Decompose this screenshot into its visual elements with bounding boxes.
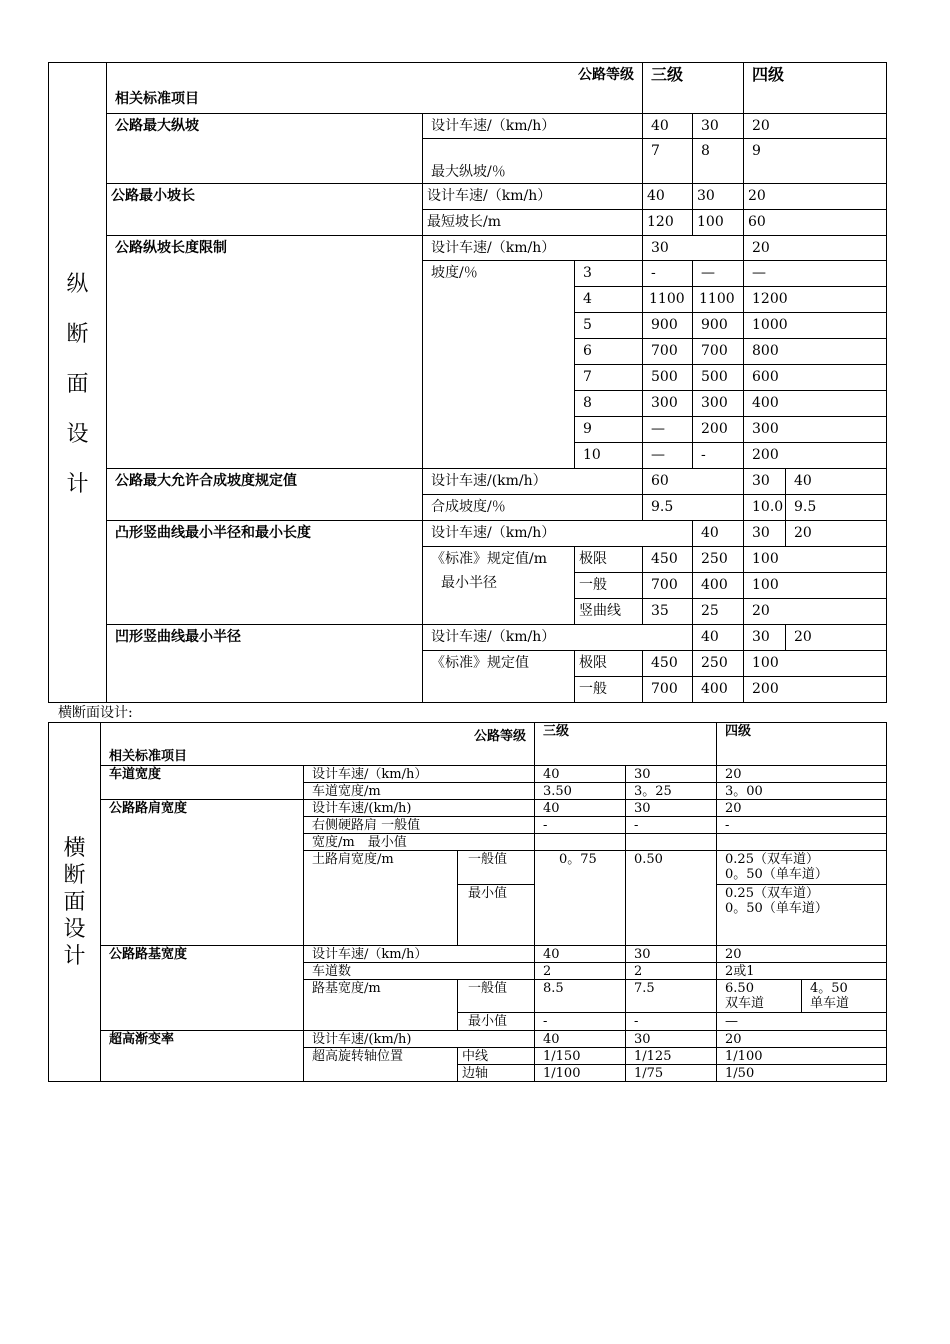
cell: 一般: [575, 573, 643, 599]
cell: 10: [575, 443, 643, 469]
cell: [717, 834, 887, 851]
cell-line: 4。50: [810, 981, 848, 996]
width-label: 车道宽度/m: [304, 783, 535, 800]
cell: 30: [626, 946, 717, 963]
speed-label: 设计车速/(km/h）: [423, 469, 643, 495]
cell: 40: [786, 469, 887, 495]
cell: 60: [643, 469, 744, 495]
grade-label: 公路等级: [578, 67, 634, 83]
cell: 200: [744, 443, 887, 469]
cell: 9.5: [643, 495, 744, 521]
cell: 900: [693, 313, 744, 339]
general-label: 一般值: [458, 851, 535, 885]
cell: 4: [575, 287, 643, 313]
cell-line: 0。50（单车道）: [725, 901, 828, 916]
cell-line: 0。50（单车道）: [725, 867, 828, 882]
row-item: 公路最大纵坡: [107, 114, 423, 184]
cell: —: [693, 261, 744, 287]
cell: 250: [693, 547, 744, 573]
cell: -: [693, 443, 744, 469]
cell: 30: [744, 521, 786, 547]
cell: 20: [786, 625, 887, 651]
speed-label: 设计车速/（km/h）: [304, 946, 535, 963]
cell: 10.0: [744, 495, 786, 521]
cell: 200: [744, 677, 887, 703]
cell: 30: [643, 236, 744, 261]
cell: 35: [643, 599, 693, 625]
minimum-label: 最小值: [458, 1013, 535, 1031]
cell: 3.50: [535, 783, 626, 800]
cell: —: [744, 261, 887, 287]
cell: -: [535, 817, 626, 834]
cell: 极限: [575, 651, 643, 677]
cell: 450: [643, 651, 693, 677]
cell: 竖曲线: [575, 599, 643, 625]
grade-label: 公路等级: [473, 729, 526, 744]
cell: 30: [626, 1031, 717, 1048]
min-label: 宽度/m 最小值: [304, 834, 535, 851]
cell: 1/125: [626, 1048, 717, 1065]
cell: 100: [693, 210, 744, 236]
longitudinal-design-table: [48, 62, 887, 703]
cell: 30: [626, 800, 717, 817]
cell: -: [643, 261, 693, 287]
row-item: 超高渐变率: [101, 1031, 304, 1082]
cell: 120: [643, 210, 693, 236]
std-label: [423, 547, 575, 625]
cell: 300: [744, 417, 887, 443]
slope-label: 最大纵坡/％: [423, 139, 643, 184]
cell: 40: [535, 1031, 626, 1048]
cell: 20: [717, 766, 887, 783]
speed-label: 设计车速/（km/h）: [423, 236, 643, 261]
cell: 1200: [744, 287, 887, 313]
cell: 700: [643, 573, 693, 599]
cell: -: [717, 817, 887, 834]
axis-label: 超高旋转轴位置: [304, 1048, 458, 1082]
cell: [626, 834, 717, 851]
cell: 400: [693, 573, 744, 599]
speed-label: 设计车速/(km/h): [304, 1031, 535, 1048]
cell: 极限: [575, 547, 643, 573]
cell: —: [643, 443, 693, 469]
cell: 600: [744, 365, 887, 391]
cell: 700: [643, 339, 693, 365]
row-item: 凹形竖曲线最小半径: [107, 625, 423, 703]
cell: 6: [575, 339, 643, 365]
speed-label: 设计车速/(km/h): [304, 800, 535, 817]
cell-line: 0.25（双车道）: [725, 886, 819, 901]
cell: 40: [643, 114, 693, 139]
cell: 20: [744, 599, 887, 625]
speed-label: 设计车速/（km/h）: [304, 766, 535, 783]
cell: 20: [744, 236, 887, 261]
row-item: 公路纵坡长度限制: [107, 236, 423, 469]
cell: 450: [643, 547, 693, 573]
cell: 30: [744, 469, 786, 495]
cell: 7: [643, 139, 693, 184]
cell: 3。00: [717, 783, 887, 800]
cell: 40: [535, 946, 626, 963]
cell: 300: [693, 391, 744, 417]
cell-line: 双车道: [725, 996, 765, 1011]
cell: 20: [786, 521, 887, 547]
cell: [802, 980, 887, 1013]
header-cell: [107, 63, 643, 114]
cell: 1/100: [535, 1065, 626, 1082]
cell: [717, 851, 887, 885]
soil-shoulder-label: 土路肩宽度/m: [304, 851, 458, 946]
cell: 500: [643, 365, 693, 391]
cell-line: 0.25（双车道）: [725, 852, 819, 867]
speed-label: 设计车速/（km/h）: [423, 625, 693, 651]
cell: [535, 834, 626, 851]
grade4-header: 四级: [744, 63, 887, 114]
grade4-header: 四级: [717, 723, 887, 766]
cell: —: [643, 417, 693, 443]
speed-label: 设计车速/（km/h）: [423, 521, 693, 547]
cell: 400: [744, 391, 887, 417]
hard-shoulder-label: 右侧硬路肩 一般值: [304, 817, 535, 834]
cell: 30: [626, 766, 717, 783]
cell: 3。25: [626, 783, 717, 800]
cell: 1/150: [535, 1048, 626, 1065]
cell: 100: [744, 573, 887, 599]
cell: 0.50: [626, 851, 717, 946]
cell: 40: [535, 766, 626, 783]
cell: 500: [693, 365, 744, 391]
cell: 20: [717, 800, 887, 817]
item-label: 相关标准项目: [109, 749, 188, 764]
cell: 1/100: [717, 1048, 887, 1065]
slope-label: 坡度/％: [423, 261, 575, 469]
row-item: 公路路基宽度: [101, 946, 304, 1031]
cell: 9: [575, 417, 643, 443]
cell: 边轴: [458, 1065, 535, 1082]
cell: -: [626, 1013, 717, 1031]
cell: 20: [744, 184, 887, 210]
cell: [717, 980, 802, 1013]
cell: 200: [693, 417, 744, 443]
cell: 25: [693, 599, 744, 625]
cell: 1/75: [626, 1065, 717, 1082]
row-item: 车道宽度: [101, 766, 304, 800]
cell: 100: [744, 651, 887, 677]
std-label-line1: 《标准》规定值/m: [431, 551, 547, 567]
cell: 一般: [575, 677, 643, 703]
len-label: 最短坡长/m: [423, 210, 643, 236]
cell: 20: [717, 1031, 887, 1048]
cell: —: [717, 1013, 887, 1031]
speed-label: 设计车速/（km/h）: [423, 184, 643, 210]
item-label: 相关标准项目: [115, 91, 199, 107]
cell: 30: [744, 625, 786, 651]
cell: 300: [643, 391, 693, 417]
cell: 0。75: [535, 851, 626, 946]
cell: 8.5: [535, 980, 626, 1013]
row-item: 公路最小坡长: [107, 184, 423, 236]
cell: 40: [693, 625, 744, 651]
cell: 1/50: [717, 1065, 887, 1082]
general-label: 一般值: [458, 980, 535, 1013]
cell: 40: [693, 521, 744, 547]
cell: 1100: [693, 287, 744, 313]
cell: 40: [535, 800, 626, 817]
cell: 20: [717, 946, 887, 963]
std-label-line2: 最小半径: [441, 575, 497, 591]
cell: 2: [626, 963, 717, 980]
comb-label: 合成坡度/％: [423, 495, 643, 521]
cell-line: 6.50: [725, 981, 754, 996]
cell: 100: [744, 547, 887, 573]
cell: 7: [575, 365, 643, 391]
cell: 250: [693, 651, 744, 677]
row-item: 公路路肩宽度: [101, 800, 304, 946]
grade3-header: 三级: [643, 63, 744, 114]
cell: 8: [575, 391, 643, 417]
header-cell: [101, 723, 535, 766]
cell: 1000: [744, 313, 887, 339]
cell: [717, 919, 887, 946]
cell: [717, 885, 887, 919]
cell: 30: [693, 184, 744, 210]
cell: 2或1: [717, 963, 887, 980]
cell: 60: [744, 210, 887, 236]
side-title: 横 断 面 设 计: [49, 723, 101, 1082]
cell: 800: [744, 339, 887, 365]
row-item: 公路最大允许合成坡度规定值: [107, 469, 423, 521]
cell: 1100: [643, 287, 693, 313]
std-label: 《标准》规定值: [423, 651, 575, 703]
side-title: 纵 断 面 设 计: [49, 63, 107, 703]
cell: 8: [693, 139, 744, 184]
lanes-label: 车道数: [304, 963, 535, 980]
cell: -: [626, 817, 717, 834]
cell: 5: [575, 313, 643, 339]
cross-section-caption: 横断面设计:: [58, 705, 133, 721]
cell: 20: [744, 114, 887, 139]
cell: 7.5: [626, 980, 717, 1013]
cell: 9.5: [786, 495, 887, 521]
cell: 400: [693, 677, 744, 703]
speed-label: 设计车速/（km/h）: [423, 114, 643, 139]
subgrade-width-label: 路基宽度/m: [304, 980, 458, 1031]
cell: 9: [744, 139, 887, 184]
grade3-header: 三级: [535, 723, 717, 766]
row-item: 凸形竖曲线最小半径和最小长度: [107, 521, 423, 625]
minimum-label: 最小值: [458, 885, 535, 946]
cell: 900: [643, 313, 693, 339]
cell: 中线: [458, 1048, 535, 1065]
cell: 30: [693, 114, 744, 139]
cross-section-table: [48, 722, 887, 1082]
cell: 700: [643, 677, 693, 703]
cell: -: [535, 1013, 626, 1031]
cell: 700: [693, 339, 744, 365]
cell-line: 单车道: [810, 996, 850, 1011]
cell: 3: [575, 261, 643, 287]
cell: 2: [535, 963, 626, 980]
cell: 40: [643, 184, 693, 210]
